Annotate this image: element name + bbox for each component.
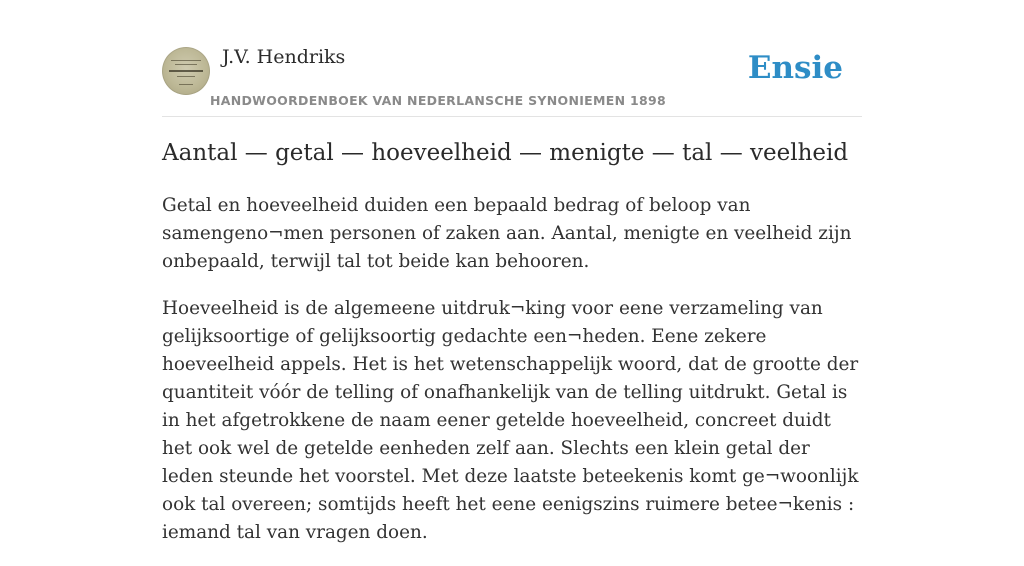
entry-header: [162, 0, 862, 117]
entry-body: [162, 192, 862, 566]
book-cover-avatar[interactable]: [162, 47, 210, 95]
cover-ornament: [179, 84, 193, 85]
cover-ornament: [169, 70, 203, 72]
brand-logo[interactable]: Ensie: [747, 50, 843, 86]
author-name[interactable]: J.V. Hendriks: [222, 46, 346, 68]
entry-card: [162, 0, 862, 543]
cover-ornament: [171, 60, 201, 61]
entry-paragraph: Hoeveelheid is de algemeene uitdruk¬king voor eene verzameling van gelijksoortige of gelijksoortig gedachte een¬heden. Eene zekere hoeveelheid appels. Het is het wetenschappelijk woord, dat de grootte der quantiteit vóór de telling of onafhankelijk van de telling uitdrukt. Getal is in het afgetrokkene de naam eener getelde hoeveelheid, concreet duidt het ook wel de getelde eenheden zelf aan. Slechts een klein getal der leden steunde het voorstel. Met deze laatste beteekenis komt ge¬woonlijk ook tal overeen; somtijds heeft het eene eenigszins ruimere betee¬kenis : iemand tal van vragen doen.: [162, 298, 859, 543]
entry-title: Aantal — getal — hoeveelheid — menigte — tal — veelheid: [162, 140, 849, 166]
source-title[interactable]: HANDWOORDENBOEK VAN NEDERLANSCHE SYNONIEMEN 1898: [210, 93, 667, 108]
cover-ornament: [177, 76, 195, 77]
cover-ornament: [175, 64, 197, 65]
entry-paragraph: Getal en hoeveelheid duiden een bepaald bedrag of beloop van samengeno¬men personen of zaken aan. Aantal, menigte en veelheid zijn onbepaald, terwijl tal tot beide kan behooren.: [162, 195, 852, 272]
